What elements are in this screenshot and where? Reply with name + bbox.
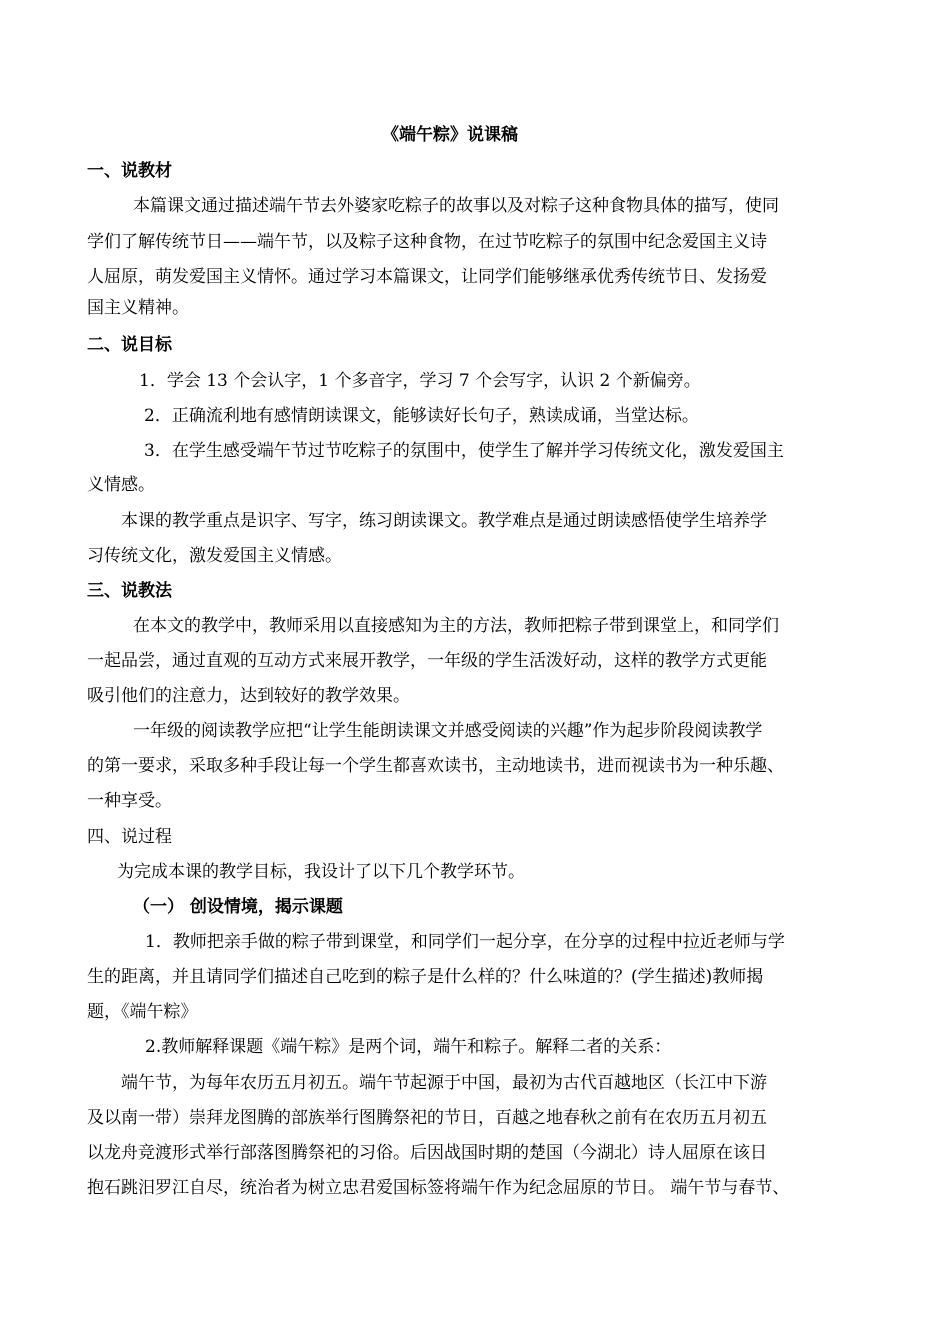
paragraph-line: 的第一要求，采取多种手段让每一个学生都喜欢读书，主动地读书，进而视读书为一种乐趣、 [87,756,784,776]
paragraph-line: 为完成本课的教学目标，我设计了以下几个教学环节。 [117,862,525,882]
paragraph-line: 本课的教学重点是识字、写字，练习朗读课文。教学难点是通过朗读感悟使学生培养学 [121,511,767,531]
paragraph-line: 本篇课文通过描述端午节去外婆家吃粽子的故事以及对粽子这种食物具体的描写，使同 [133,196,779,216]
subsection-heading: （一） 创设情境，揭示课题 [133,897,343,917]
paragraph-line: 以龙舟竞渡形式举行部落图腾祭祀的习俗。后因战国时期的楚国（今湖北）诗人屈原在该日 [87,1143,767,1163]
paragraph-line: 题，《端午粽》 [87,1002,198,1022]
paragraph-line: 在本文的教学中，教师采用以直接感知为主的方法，教师把粽子带到课堂上，和同学们 [133,616,779,636]
paragraph-line: 义情感。 [87,475,155,495]
list-item: 3．在学生感受端午节过节吃粽子的氛围中，使学生了解并学习传统文化，激发爱国主 [144,441,784,461]
paragraph-line: 吸引他们的注意力，达到较好的教学效果。 [87,686,410,706]
paragraph-line: 及以南一带）崇拜龙图腾的部族举行图腾祭祀的节日，百越之地春秋之前有在农历五月初五 [87,1108,767,1128]
section-heading: 四、说过程 [87,827,172,847]
paragraph-line: 习传统文化，激发爱国主义情感。 [87,546,342,566]
paragraph-line: 学们了解传统节日——端午节，以及粽子这种食物，在过节吃粽子的氛围中纪念爱国主义诗 [87,232,767,252]
paragraph-line: 一种享受。 [87,791,172,811]
section-heading: 一、说教材 [87,161,172,181]
paragraph-line: 抱石跳汨罗江自尽，统治者为树立忠君爱国标签将端午作为纪念屈原的节日。 端午节与春节、 [87,1178,790,1198]
list-item: 2.教师解释课题《端午粽》是两个词，端午和粽子。解释二者的关系： [145,1037,672,1057]
list-item: 1．学会 13 个会认字，1 个多音字，学习 7 个会写字，认识 2 个新偏旁。 [139,371,701,391]
section-heading: 三、说教法 [87,581,172,601]
list-item: 1．教师把亲手做的粽子带到课堂，和同学们一起分享，在分享的过程中拉近老师与学 [145,932,785,952]
document-title: 《端午粽》说课稿 [382,125,518,145]
list-item: 2．正确流利地有感情朗读课文，能够读好长句子，熟读成诵，当堂达标。 [144,406,699,426]
section-heading: 二、说目标 [87,335,172,355]
paragraph-line: 端午节，为每年农历五月初五。端午节起源于中国，最初为古代百越地区（长江中下游 [121,1073,767,1093]
paragraph-line: 人屈原，萌发爱国主义情怀。通过学习本篇课文，让同学们能够继承优秀传统节日、发扬爱 [87,267,767,287]
paragraph-line: 生的距离，并且请同学们描述自己吃到的粽子是什么样的？什么味道的？(学生描述)教师揭 [87,967,764,987]
paragraph-line: 国主义精神。 [87,298,189,318]
paragraph-line: 一年级的阅读教学应把“让学生能朗读课文并感受阅读的兴趣”作为起步阶段阅读教学 [133,721,763,741]
paragraph-line: 一起品尝，通过直观的互动方式来展开教学，一年级的学生活泼好动，这样的教学方式更能 [87,651,767,671]
